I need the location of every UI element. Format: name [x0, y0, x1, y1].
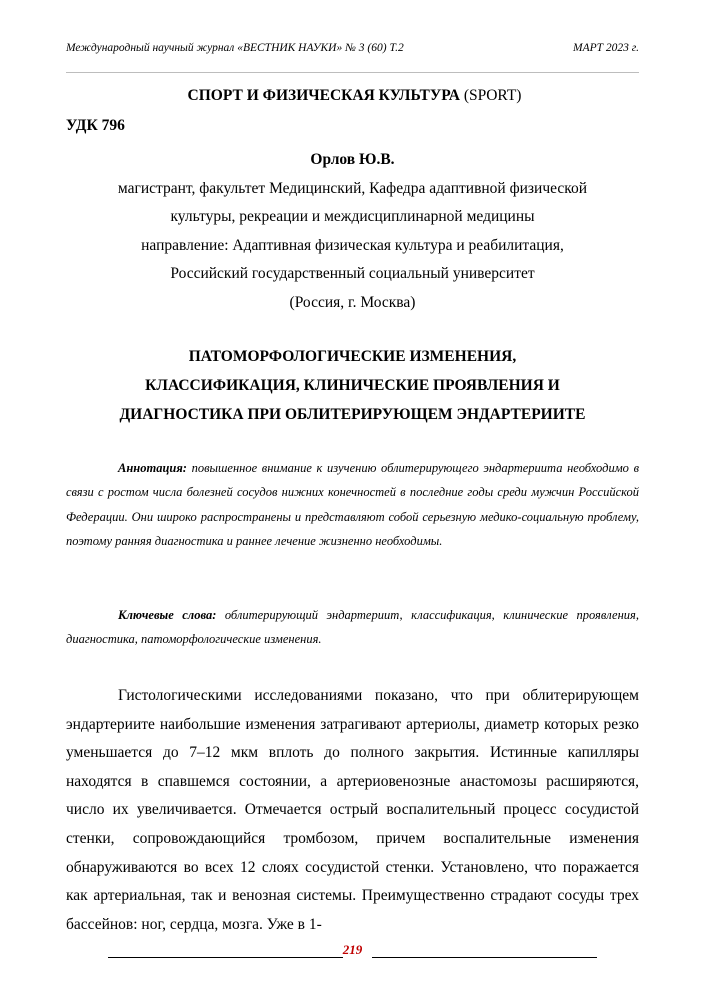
- abstract-label: Аннотация:: [118, 461, 187, 475]
- keywords-text: облитерирующий эндартериит, классификация, клинические проявления, диагностика, патоморфологические изменения.: [66, 608, 639, 647]
- abstract: [66, 456, 639, 553]
- article-title-line: ПАТОМОРФОЛОГИЧЕСКИЕ ИЗМЕНЕНИЯ,: [188, 348, 517, 365]
- page-number: 219: [342, 942, 363, 957]
- body-paragraph: Гистологическими исследованиями показано, что при облитерирующем эндартериите наибольшие изменения затрагивают артериолы, диаметр которых резко уменьшается до 7–12 мкм вплоть до полного закрытия. Истинные капилляры находятся в спавшемся состоянии, а артериовенозные анастомозы расширяются, число их увеличивается. Отмечается острый воспалительный процесс сосудистой стенки, сопровождающийся тромбозом, причем воспалительные изменения обнаруживаются во всех 12 слоях сосудистой стенки. Установлено, что поражается как артериальная, так и венозная системы. Преимущественно страдают сосуды трех бассейнов: ног, сердца, мозга. Уже в 1-: [66, 687, 639, 933]
- udc-code: УДК 796: [66, 117, 125, 134]
- author-block: [66, 146, 639, 317]
- author-affiliation-line: культуры, рекреации и междисциплинарной медицины: [170, 208, 535, 225]
- author-affiliation-line: магистрант, факультет Медицинский, Кафедра адаптивной физической: [117, 179, 588, 197]
- article-title: [66, 342, 639, 429]
- page-footer: [108, 940, 597, 960]
- section-title-en: (SPORT): [459, 87, 522, 104]
- keywords: [66, 603, 639, 652]
- article-title-line: ДИАГНОСТИКА ПРИ ОБЛИТЕРИРУЮЩЕМ ЭНДАРТЕРИИТЕ: [119, 406, 586, 423]
- author-location: (Россия, г. Москва): [289, 293, 416, 311]
- section-title-ru: СПОРТ И ФИЗИЧЕСКАЯ КУЛЬТУРА: [187, 87, 460, 104]
- section-heading: [0, 87, 709, 105]
- journal-title: Международный научный журнал «ВЕСТНИК НАУКИ» № 3 (60) Т.2: [66, 42, 404, 54]
- footer-rule-right: [372, 957, 597, 958]
- author-affiliation-line: направление: Адаптивная физическая культура и реабилитация,: [141, 236, 564, 254]
- author-affiliation-line: Российский государственный социальный университет: [170, 265, 535, 282]
- article-title-line: КЛАССИФИКАЦИЯ, КЛИНИЧЕСКИЕ ПРОЯВЛЕНИЯ И: [145, 377, 560, 394]
- issue-date: МАРТ 2023 г.: [573, 42, 639, 54]
- abstract-text: повышенное внимание к изучению облитерирующего эндартериита необходимо в связи с ростом числа болезней сосудов нижних конечностей в последние годы среди мужчин Российской Федерации. Они широко распространены и представляют собой серьезную медико-социальную проблему, поэтому ранняя диагностика и раннее лечение жизненно необходимы.: [66, 461, 639, 548]
- keywords-label: Ключевые слова:: [118, 608, 217, 622]
- author-name: Орлов Ю.В.: [310, 151, 395, 168]
- running-header: [66, 42, 639, 73]
